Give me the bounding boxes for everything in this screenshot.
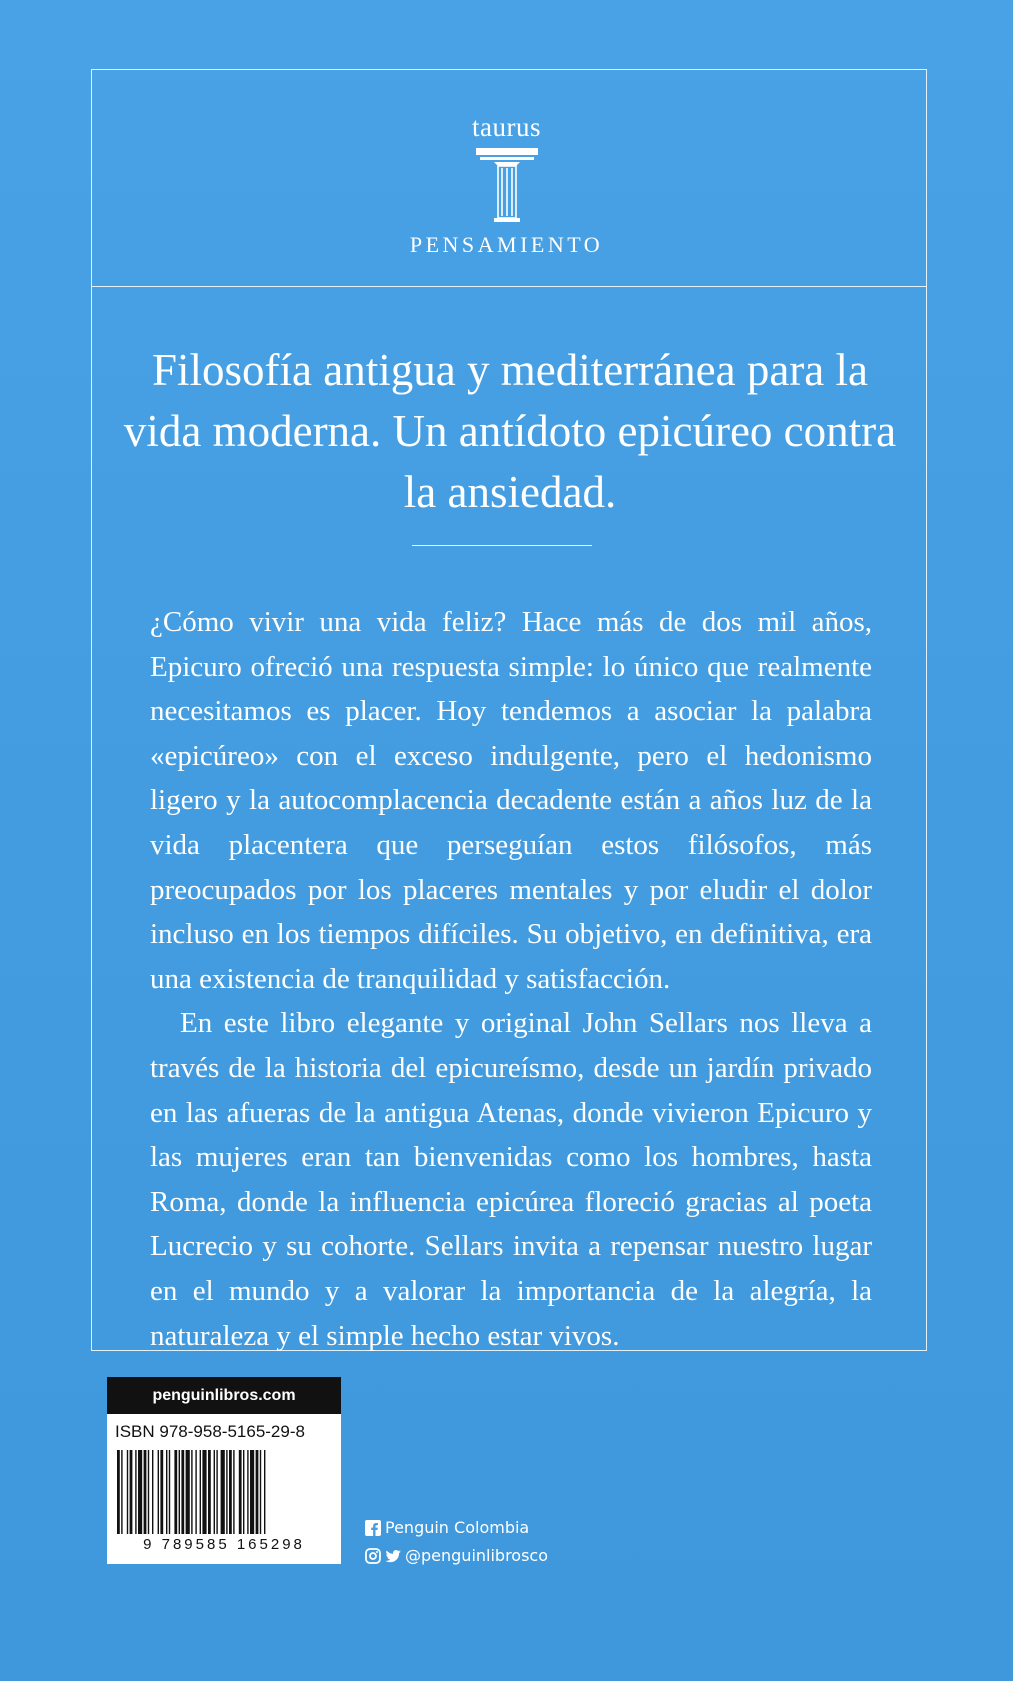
isbn-text: ISBN 978-958-5165-29-8 <box>115 1422 305 1441</box>
headline: Filosofía antigua y mediterránea para la vida moderna. Un antídoto epicúreo contra la ansiedad. <box>123 345 897 517</box>
facebook-name: Penguin Colombia <box>385 1518 530 1537</box>
publisher-website: penguinlibros.com <box>107 1377 341 1414</box>
social-handle: @penguinlibrosco <box>405 1546 549 1565</box>
twitter-icon <box>385 1548 401 1564</box>
facebook-row <box>365 1514 548 1542</box>
collection-name: PENSAMIENTO <box>409 232 604 257</box>
synopsis-paragraph-2: En este libro elegante y original John Sellars nos lleva a través de la historia del epicureísmo, desde un jardín privado en las afueras de la antigua Atenas, donde vivieron Epicuro y las mujeres eran tan bienvenidas como los hombres, hasta Roma, donde la influencia epicúrea floreció gracias al poeta Lucrecio y su cohorte. Sellars invita a repensar nuestro lugar en el mundo y a valorar la importancia de la alegría, la naturaleza y el simple hecho estar vivos. <box>150 1007 872 1352</box>
taurus-logo-icon <box>476 148 538 224</box>
publisher-brand <box>0 112 1013 258</box>
barcode-digits: 9 789585 165298 <box>143 1536 305 1553</box>
isbn-barcode-panel <box>107 1414 341 1564</box>
synopsis-paragraph-1: ¿Cómo vivir una vida feliz? Hace más de dos mil años, Epicuro ofreció una respuesta simple: lo único que realmente necesitamos es placer. Hoy tendemos a asociar la palabra «epicúreo» con el exceso indulgente, pero el hedonismo ligero y la autocomplacencia decadente están a años luz de la vida placentera que perseguían estos filósofos, más preocupados por los placeres mentales y por eludir el dolor incluso en los tiempos difíciles. Su objetivo, en definitiva, era una existencia de tranquilidad y satisfacción. <box>150 606 872 995</box>
facebook-icon <box>365 1520 381 1536</box>
instagram-twitter-row <box>365 1542 548 1570</box>
barcode-icon <box>115 1450 333 1534</box>
frame-divider <box>91 286 927 287</box>
social-links <box>365 1514 548 1570</box>
headline-divider <box>412 545 592 546</box>
brand-name: taurus <box>472 112 541 142</box>
instagram-icon <box>365 1548 381 1564</box>
synopsis <box>150 600 872 1358</box>
